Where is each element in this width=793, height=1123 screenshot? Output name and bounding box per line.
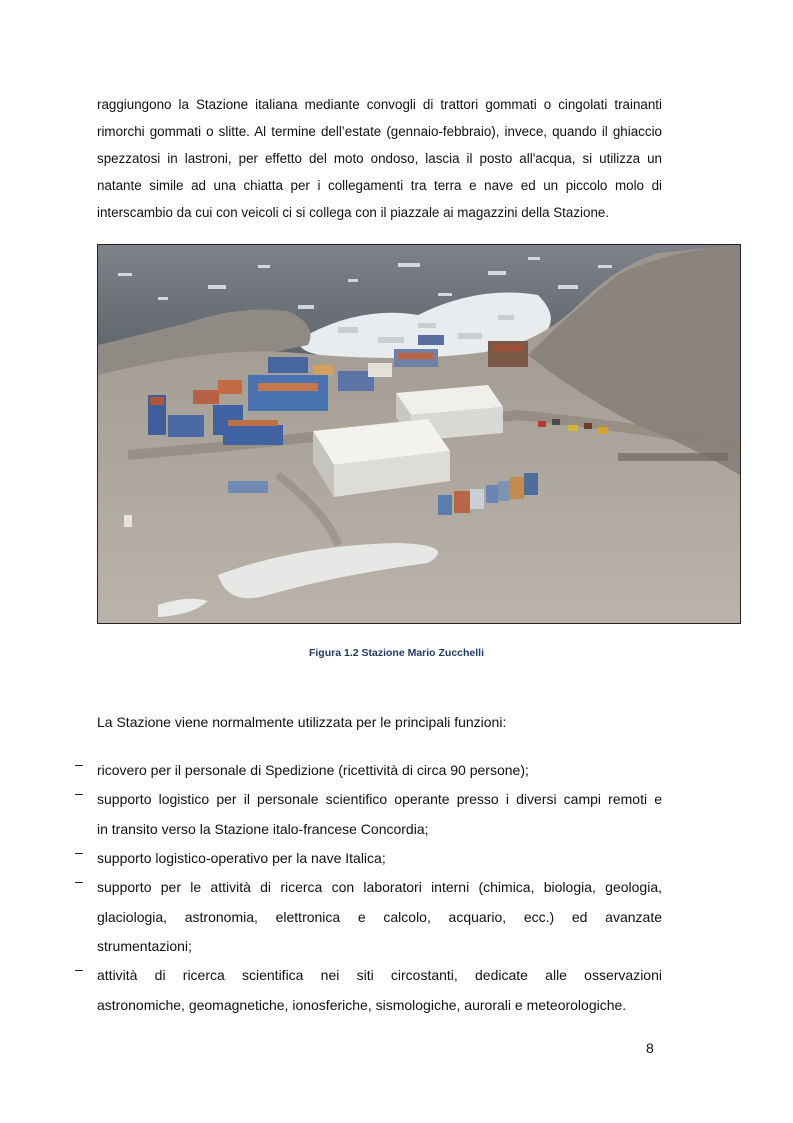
list-bullet: – [75,873,83,889]
station-photo-illustration [98,245,740,623]
paragraph-line: spezzatosi in lastroni, per effetto del moto ondoso, lascia il posto all'acqua, si utilizza un [97,151,662,166]
paragraph-line: natante simile ad una chiatta per i collegamenti tra terra e nave ed un piccolo molo di [97,178,662,193]
list-item-line: ricovero per il personale di Spedizione (ricettività di circa 90 persone); [97,762,529,778]
list-item-line: astronomiche, geomagnetiche, ionosferiche, sismologiche, aurorali e meteorologiche. [97,996,627,1013]
list-item-line: glaciologia, astronomia, elettronica e calcolo, acquario, ecc.) ed avanzate [97,908,662,925]
list-bullet: – [75,785,83,801]
list-bullet: – [75,844,83,860]
page-number: 8 [646,1040,654,1056]
list-item-line: strumentazioni; [97,938,192,954]
list-item-line: attività di ricerca scientifica nei siti circostanti, dedicate alle osservazioni [97,967,662,983]
paragraph-line: raggiungono la Stazione italiana mediante convogli di trattori gommati o cingolati trainanti [97,97,662,112]
top-paragraph [97,91,662,226]
paragraph-line: rimorchi gommati o slitte. Al termine dell’estate (gennaio-febbraio), invece, quando il ghiaccio [97,124,662,139]
paragraph-line: interscambio da cui con veicoli ci si collega con il piazzale ai magazzini della Stazione. [97,205,610,220]
list-bullet: – [75,756,83,772]
list-bullet: – [75,961,83,977]
list-intro: La Stazione viene normalmente utilizzata per le principali funzioni: [97,714,507,730]
figure-caption: Figura 1.2 Stazione Mario Zucchelli [308,647,485,659]
list-item-line: in transito verso la Stazione italo-francese Concordia; [97,820,429,837]
list-item-line: supporto logistico per il personale scientifico operante presso i diversi campi remoti e [97,791,662,807]
list-item-line: supporto logistico-operativo per la nave Italica; [97,850,386,866]
station-photo [97,244,741,624]
list-item-line: supporto per le attività di ricerca con laboratori interni (chimica, biologia, geologia, [97,879,662,895]
